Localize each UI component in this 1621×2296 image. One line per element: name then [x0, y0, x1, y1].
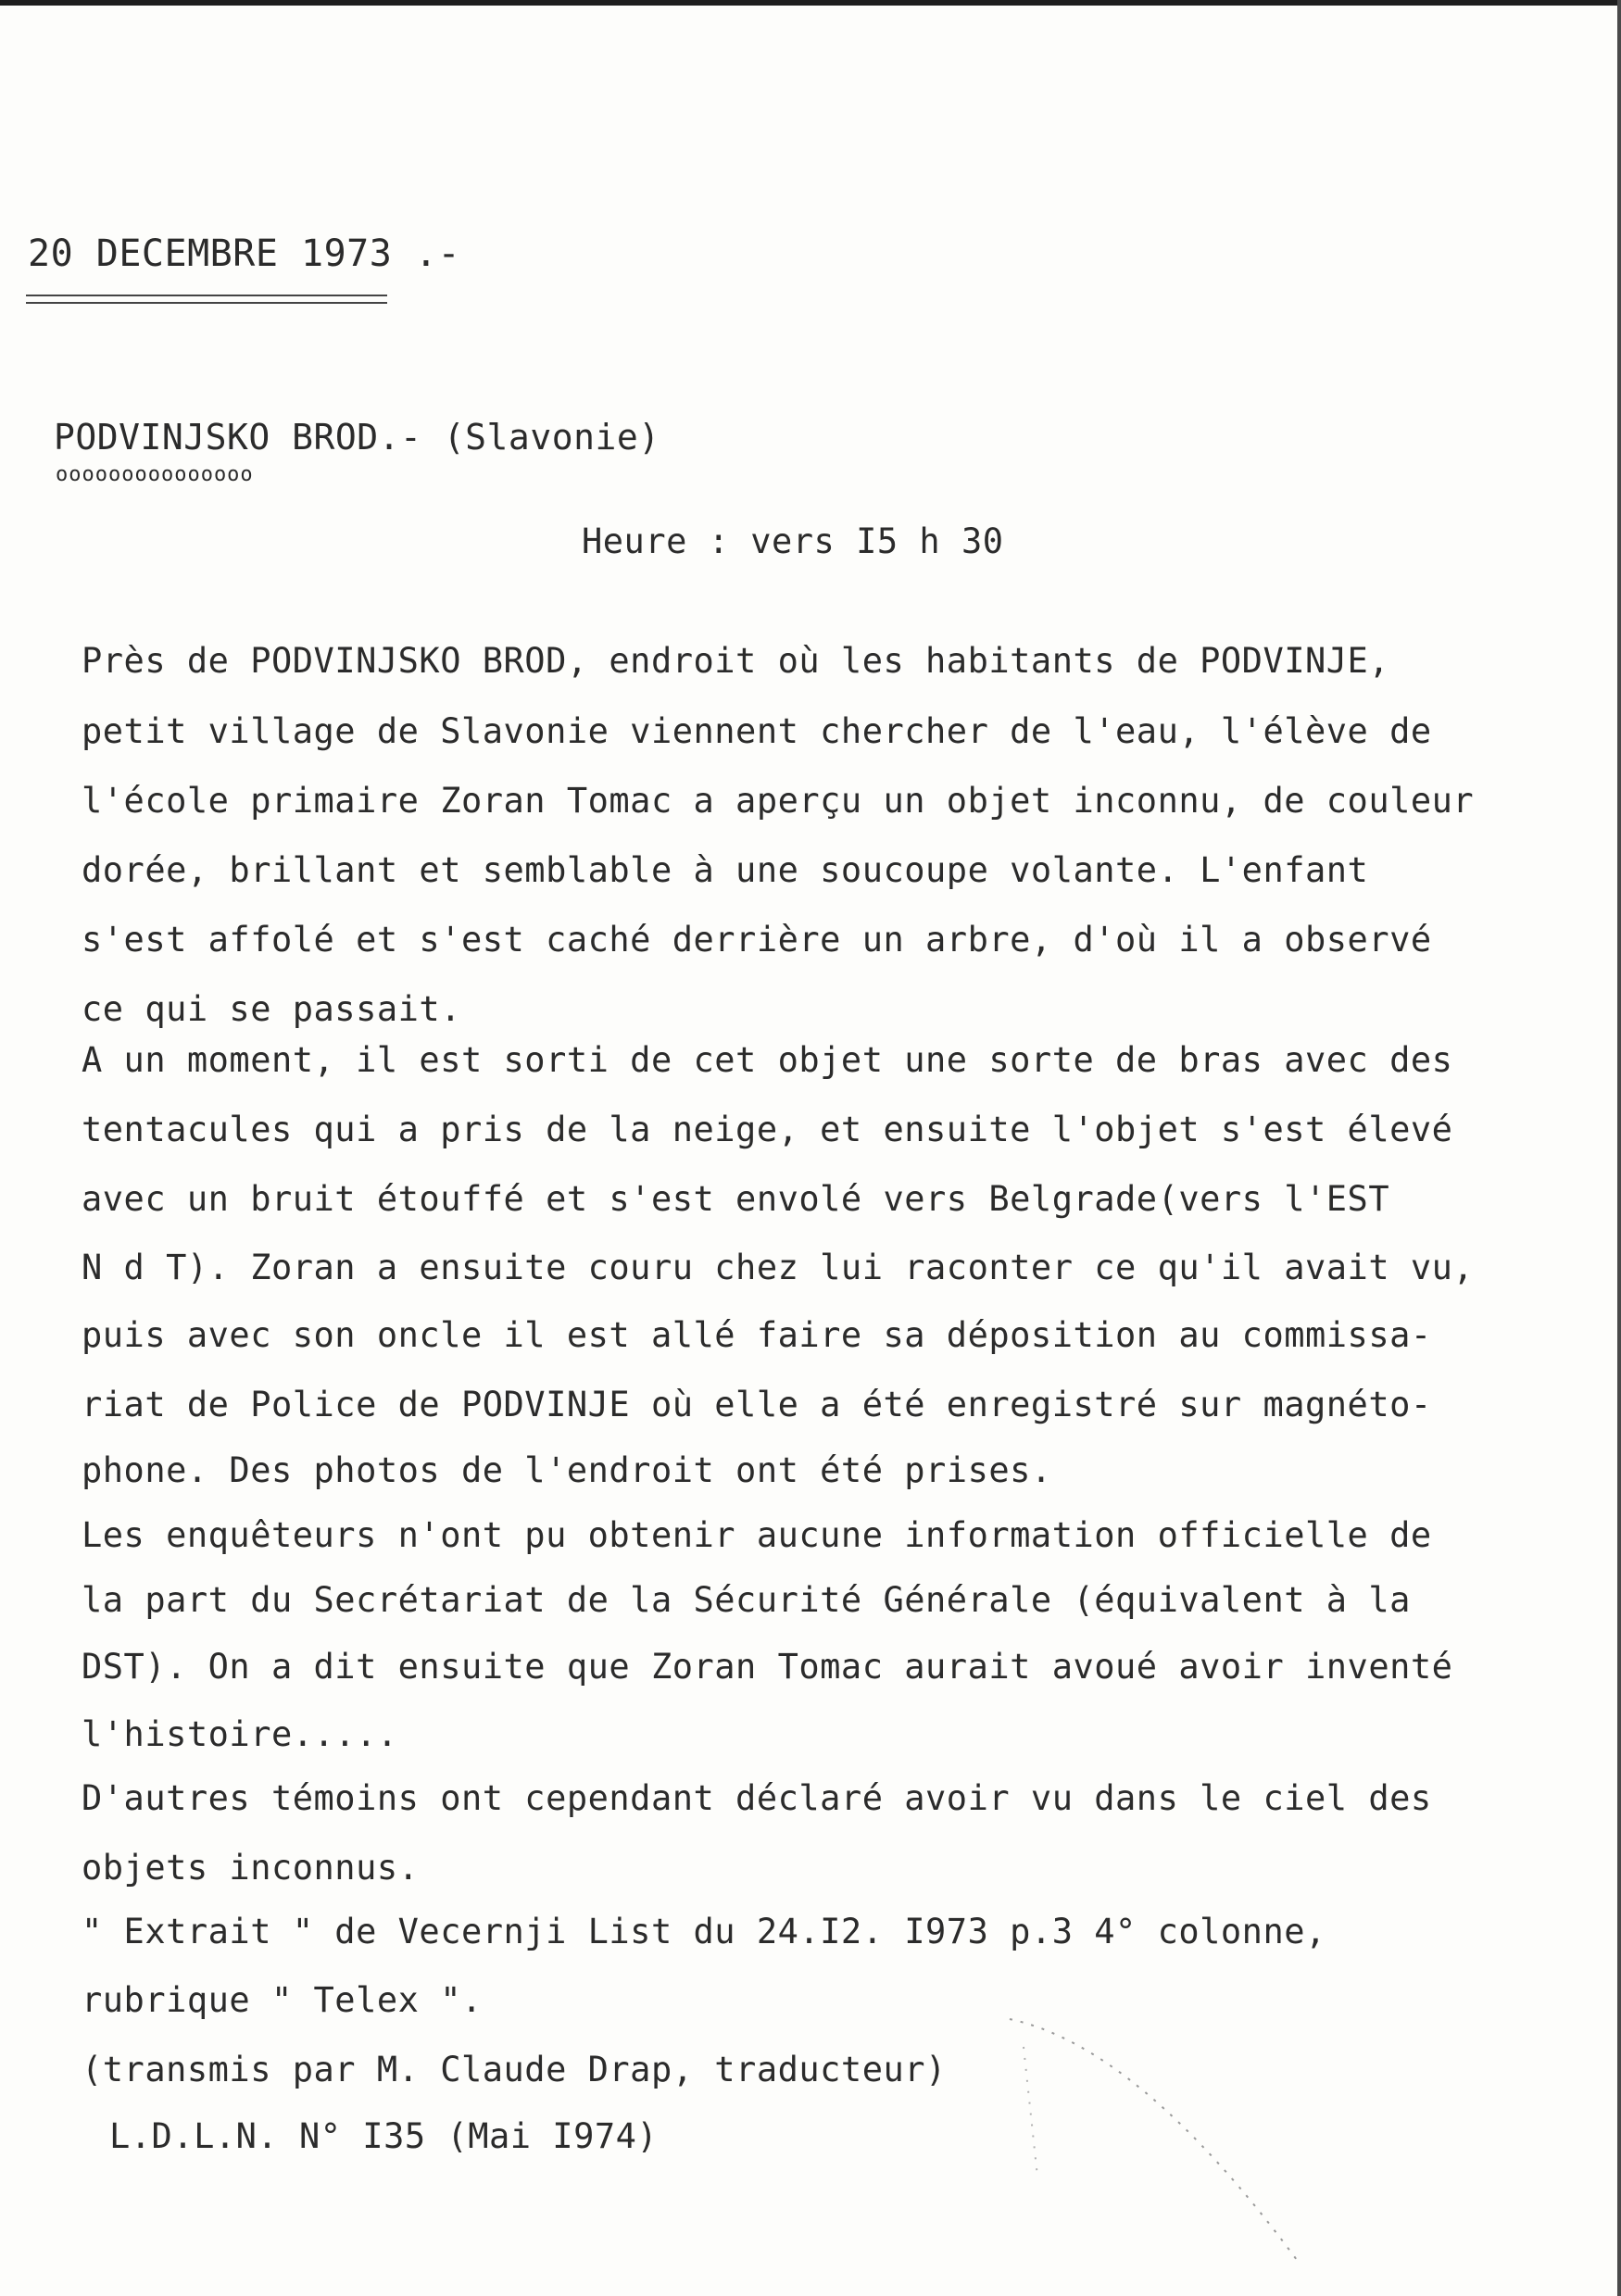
location-underline: ooooooooooooooo	[56, 463, 254, 486]
paragraph-line: objets inconnus.	[82, 1848, 420, 1888]
scan-artifact-mark	[1000, 1991, 1371, 2296]
paragraph-line: D'autres témoins ont cependant déclaré avoir vu dans le ciel des	[82, 1778, 1432, 1818]
paragraph-line: DST). On a dit ensuite que Zoran Tomac aurait avoué avoir inventé	[82, 1647, 1453, 1687]
citation-line: " Extrait " de Vecernji List du 24.I2. I973 p.3 4° colonne,	[82, 1912, 1326, 1951]
paragraph-line: phone. Des photos de l'endroit ont été prises.	[82, 1450, 1052, 1490]
paragraph-line: s'est affolé et s'est caché derrière un arbre, d'où il a observé	[82, 920, 1432, 960]
document-date: 20 DECEMBRE 1973 .-	[28, 232, 461, 275]
time-line: Heure : vers I5 h 30	[582, 521, 1004, 561]
publication-reference: L.D.L.N. N° I35 (Mai I974)	[109, 2116, 659, 2156]
paragraph-line: la part du Secrétariat de la Sécurité Générale (équivalent à la	[82, 1580, 1411, 1620]
top-border	[0, 0, 1621, 6]
right-border	[1617, 0, 1621, 2296]
paragraph-line: avec un bruit étouffé et s'est envolé vers Belgrade(vers l'EST	[82, 1179, 1390, 1219]
paragraph-line: Les enquêteurs n'ont pu obtenir aucune information officielle de	[82, 1515, 1432, 1555]
paragraph-line: petit village de Slavonie viennent chercher de l'eau, l'élève de	[82, 711, 1432, 751]
citation-line: rubrique " Telex ".	[82, 1980, 483, 2020]
paragraph-line: A un moment, il est sorti de cet objet une sorte de bras avec des	[82, 1040, 1453, 1080]
date-underline	[26, 295, 387, 304]
paragraph-line: puis avec son oncle il est allé faire sa déposition au commissa-	[82, 1315, 1432, 1355]
paragraph-line: l'école primaire Zoran Tomac a aperçu un objet inconnu, de couleur	[82, 781, 1475, 821]
paragraph-line: dorée, brillant et semblable à une soucoupe volante. L'enfant	[82, 850, 1369, 890]
paragraph-line: l'histoire.....	[82, 1714, 398, 1754]
paragraph-line: Près de PODVINJSKO BROD, endroit où les habitants de PODVINJE,	[82, 641, 1390, 681]
paragraph-line: ce qui se passait.	[82, 989, 461, 1029]
paragraph-line: N d T). Zoran a ensuite couru chez lui raconter ce qu'il avait vu,	[82, 1248, 1475, 1287]
paragraph-line: tentacules qui a pris de la neige, et ensuite l'objet s'est élevé	[82, 1110, 1453, 1149]
location-heading: PODVINJSKO BROD.- (Slavonie)	[54, 417, 660, 458]
translator-credit: (transmis par M. Claude Drap, traducteur)	[82, 2050, 947, 2089]
paragraph-line: riat de Police de PODVINJE où elle a été enregistré sur magnéto-	[82, 1385, 1432, 1424]
